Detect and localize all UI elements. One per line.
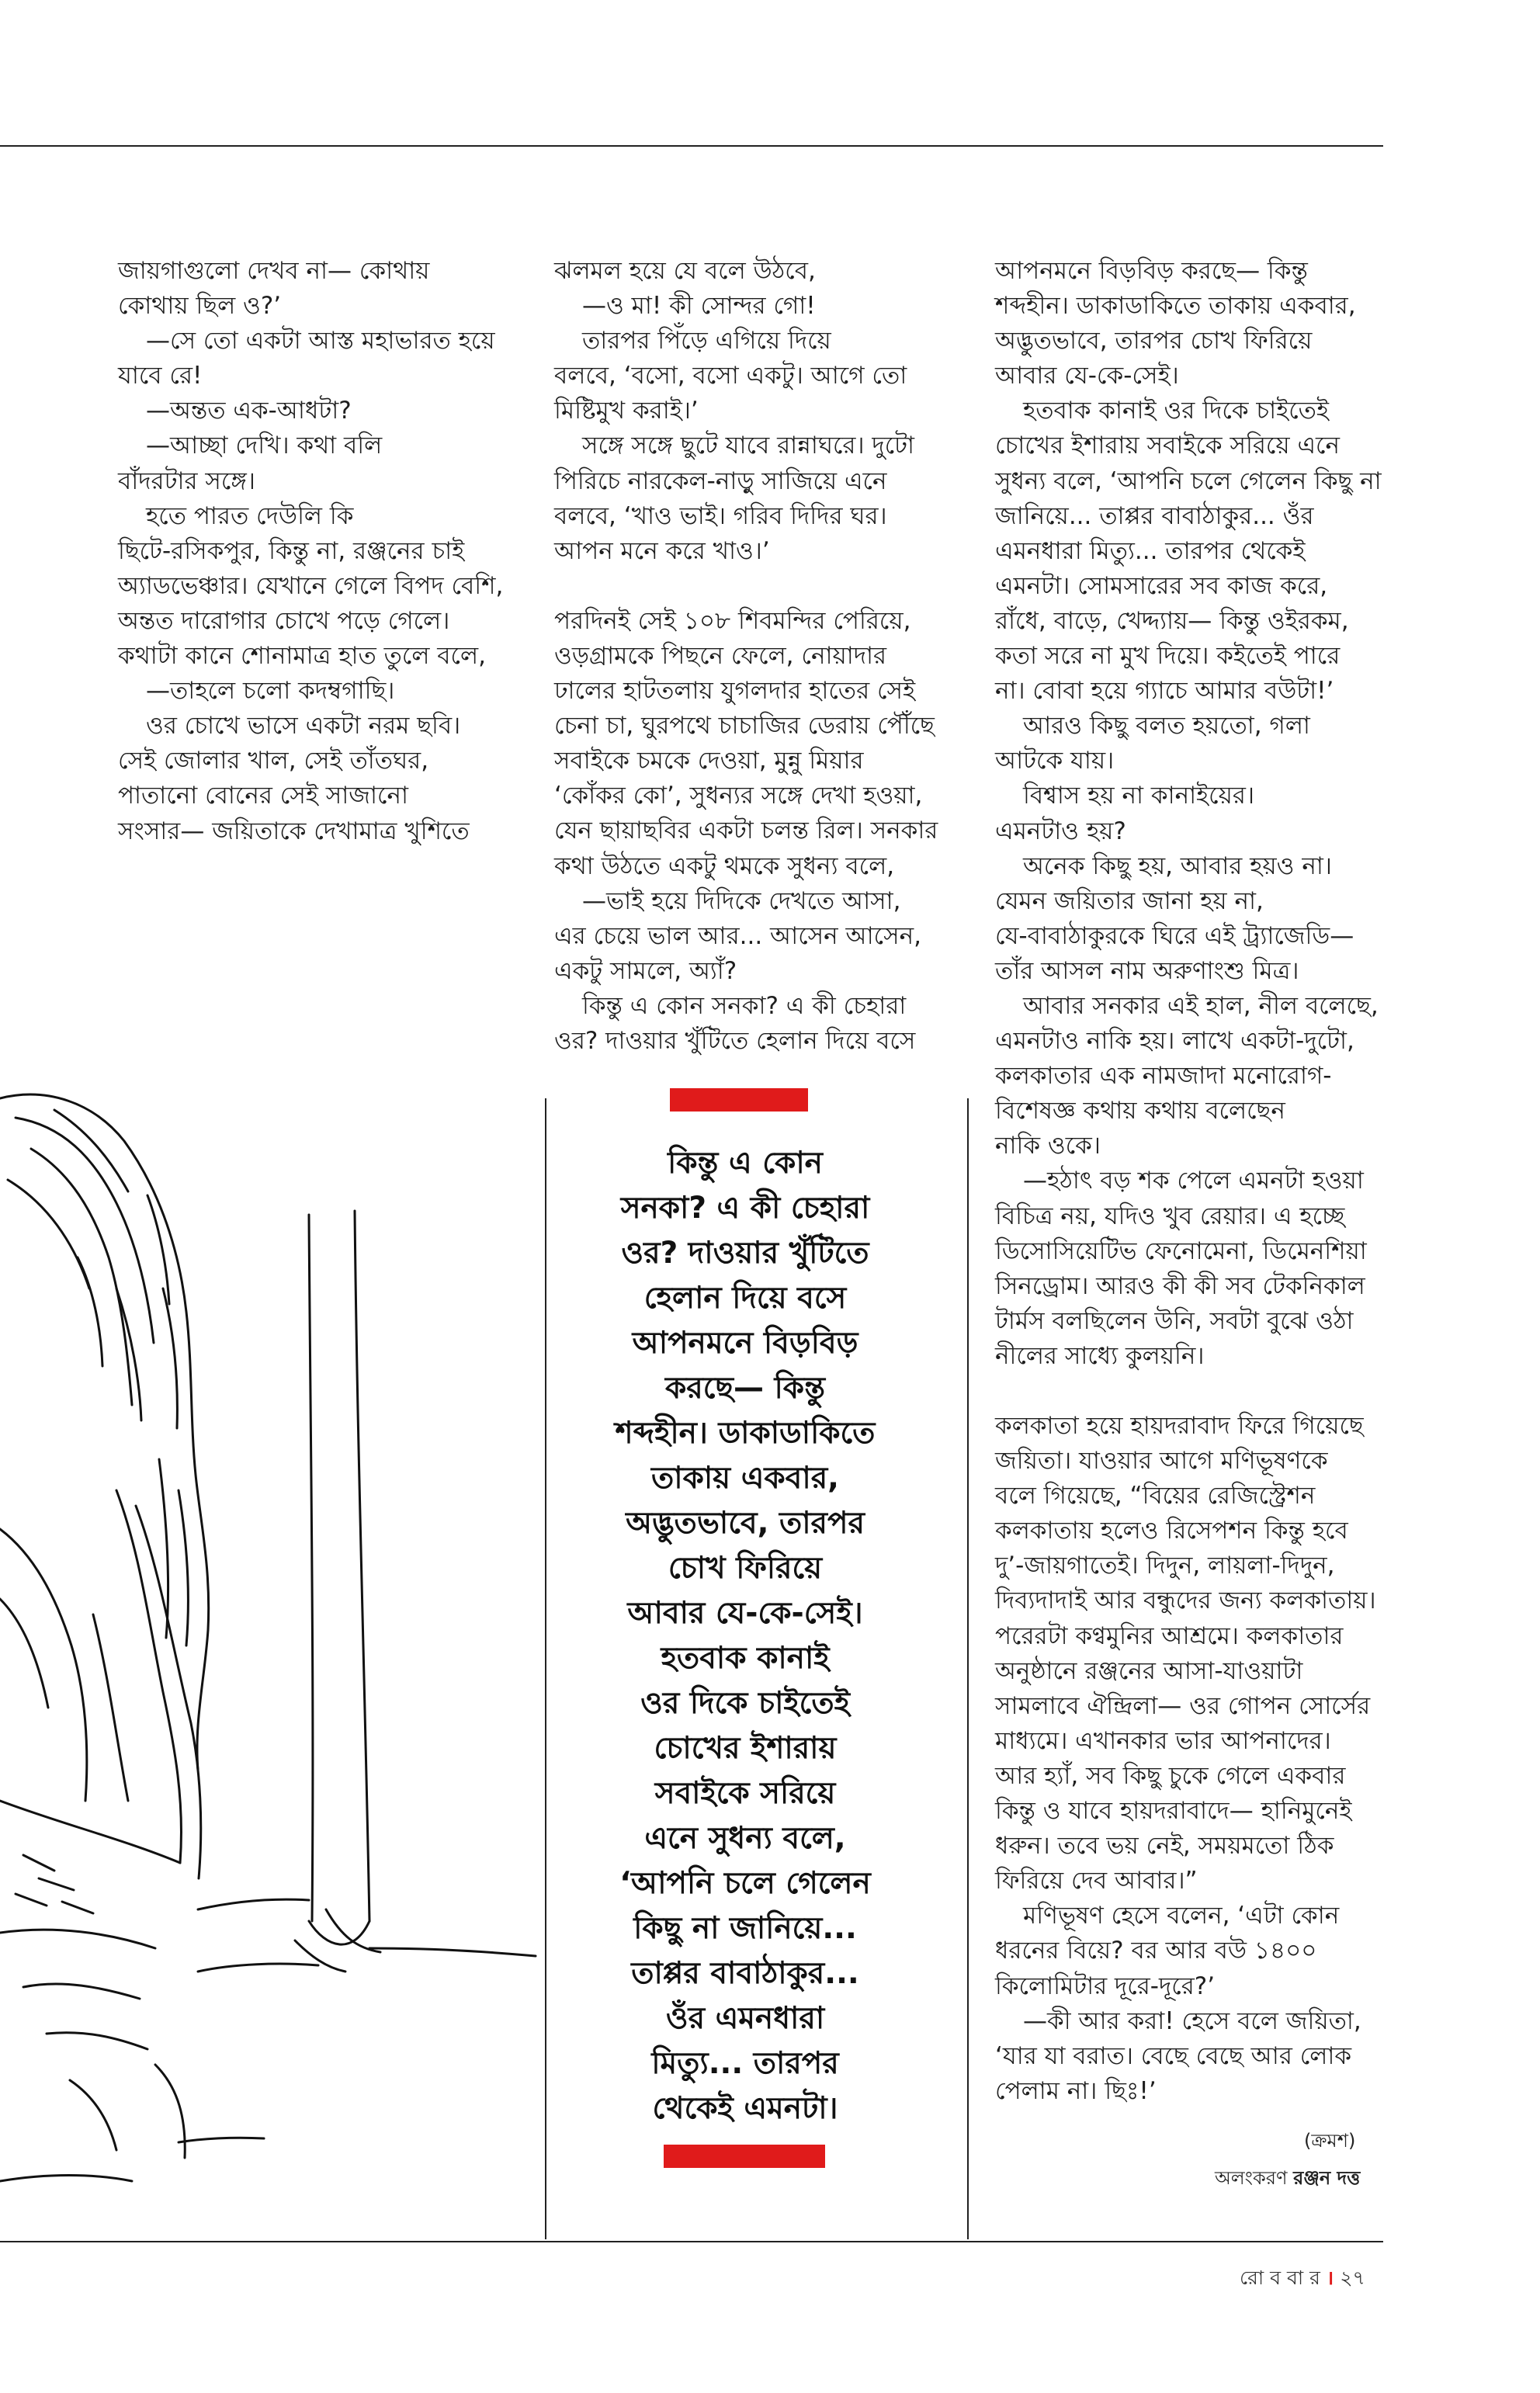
pull-quote-line: কিন্তু এ কোন	[668, 1146, 823, 1181]
text-line: জানিয়ে... তাপ্পর বাবাঠাকুর... ওঁর	[995, 501, 1314, 530]
text-line: নীলের সাধ্যে কুলয়নি।	[995, 1341, 1205, 1370]
text-line: চোখের ইশারায় সবাইকে সরিয়ে এনে	[995, 432, 1340, 460]
text-line: নাকি ওকে।	[995, 1132, 1101, 1160]
pull-quote-line: আপনমনে বিড়বিড়	[632, 1326, 858, 1361]
text-line: ‘কোঁকর কো’, সুধন্যর সঙ্গে দেখা হওয়া,	[554, 782, 923, 810]
pull-quote-line: হেলান দিয়ে বসে	[643, 1281, 847, 1316]
pull-quote-line: চোখের ইশারায়	[654, 1731, 837, 1766]
text-line: —ভাই হয়ে দিদিকে দেখতে আসা,	[582, 886, 901, 915]
text-line: ঢালের হাটতলায় যুগলদার হাতের সেই	[554, 677, 916, 706]
text-line: আবার যে-কে-সেই।	[995, 362, 1179, 390]
text-line: ওর? দাওয়ার খুঁটিতে হেলান দিয়ে বসে	[554, 1026, 916, 1055]
text-line: ওর চোখে ভাসে একটা নরম ছবি।	[146, 712, 461, 740]
credit-label: অলংকরণ	[1215, 2167, 1288, 2189]
pullquote-bottom-bar	[664, 2145, 825, 2168]
text-line: পিরিচে নারকেল-নাড়ু সাজিয়ে এনে	[554, 466, 887, 495]
text-line: যে-বাবাঠাকুরকে ঘিরে এই ট্র্যাজেডি—	[995, 921, 1354, 950]
pull-quote-line: সনকা? এ কী চেহারা	[620, 1191, 870, 1226]
pull-quote-line: শব্দহীন। ডাকাডাকিতে	[615, 1416, 876, 1451]
text-line: অনেক কিছু হয়, আবার হয়ও না।	[1023, 851, 1332, 880]
text-line: ধরনের বিয়ে? বর আর বউ ১৪০০	[995, 1937, 1317, 1965]
text-line: এমনটাও হয়?	[995, 817, 1126, 845]
pull-quote-line: ওর? দাওয়ার খুঁটিতে	[621, 1236, 869, 1271]
text-line: যাবে রে!	[118, 362, 203, 390]
text-line: সঙ্গে সঙ্গে ছুটে যাবে রান্নাঘরে। দুটো	[582, 432, 915, 460]
text-line: সংসার— জয়িতাকে দেখামাত্র খুশিতে	[118, 817, 470, 845]
text-line: কলকাতায় হলেও রিসেপশন কিন্তু হবে	[995, 1517, 1348, 1545]
text-line: বলবে, ‘বসো, বসো একটু। আগে তো	[554, 362, 907, 390]
pullquote-top-bar	[670, 1088, 808, 1112]
text-line: অনুষ্ঠানে রঞ্জনের আসা-যাওয়াটা	[995, 1656, 1303, 1685]
pull-quote-line: করছে— কিন্তু	[665, 1371, 825, 1406]
folio	[1240, 2263, 1365, 2296]
text-line: সিনড্রোম। আরও কী কী সব টেকনিকাল	[995, 1271, 1365, 1300]
text-line: একটু সামলে, অ্যাঁ?	[554, 956, 737, 985]
text-line: ‘যার যা বরাত। বেছে বেছে আর লোক	[995, 2041, 1352, 2070]
text-line: হতে পারত দেউলি কি	[146, 501, 354, 530]
text-line: অ্যাডভেঞ্চার। যেখানে গেলে বিপদ বেশি,	[118, 571, 504, 600]
illustration-credit	[1215, 2164, 1360, 2195]
pull-quote-line: ওর দিকে চাইতেই	[640, 1686, 850, 1721]
column-divider-2	[967, 1098, 969, 2239]
text-column-3	[995, 254, 1399, 2109]
text-line: পরেরটা কণ্বমুনির আশ্রমে। কলকাতার	[995, 1621, 1344, 1650]
text-line: জয়িতা। যাওয়ার আগে মণিভূষণকে	[995, 1447, 1328, 1476]
text-line: —হঠাৎ বড় শক পেলে এমনটা হওয়া	[1023, 1167, 1364, 1195]
text-line: বলবে, ‘খাও ভাই। গরিব দিদির ঘর।	[554, 501, 887, 530]
text-line: বাঁদরটার সঙ্গে।	[118, 466, 255, 495]
folio-page-number: ২৭	[1340, 2266, 1365, 2289]
text-line: কিন্তু এ কোন সনকা? এ কী চেহারা	[582, 991, 907, 1020]
pull-quote-line: হতবাক কানাই	[661, 1641, 830, 1676]
text-line: দিব্যদাদাই আর বন্ধুদের জন্য কলকাতায়।	[995, 1587, 1376, 1615]
text-line: বিচিত্র নয়, যদিও খুব রেয়ার। এ হচ্ছে	[995, 1202, 1345, 1230]
text-line: —আচ্ছা দেখি। কথা বলি	[146, 432, 383, 460]
text-line: কিন্তু ও যাবে হায়দরাবাদে— হানিমুনেই	[995, 1797, 1352, 1826]
text-line: পাতানো বোনের সেই সাজানো	[118, 782, 408, 810]
pull-quote-line: মিত্যু... তারপর	[651, 2046, 839, 2081]
folio-separator: ।	[1326, 2266, 1334, 2289]
pull-quote-line: চোখ ফিরিয়ে	[668, 1551, 823, 1586]
text-line: এর চেয়ে ভাল আর... আসেন আসেন,	[554, 921, 921, 950]
text-line: বলে গিয়েছে, “বিয়ের রেজিস্ট্রেশন	[995, 1482, 1316, 1510]
text-line: ওড়গ্রামকে পিছনে ফেলে, নোয়াদার	[554, 641, 887, 670]
text-line: না। বোবা হয়ে গ্যাচে আমার বউটা!’	[995, 677, 1334, 706]
text-line: —ও মা! কী সোন্দর গো!	[582, 292, 816, 321]
illustration	[0, 1056, 543, 2243]
pull-quote	[555, 1141, 935, 2131]
text-line: দু’-জায়গাতেই। দিদুন, লায়লা-দিদুন,	[995, 1552, 1335, 1580]
paragraph-break	[995, 1374, 1399, 1409]
text-line: ছিটে-রসিকপুর, কিন্তু না, রঞ্জনের চাই	[118, 536, 465, 565]
text-line: শব্দহীন। ডাকাডাকিতে তাকায় একবার,	[995, 292, 1356, 321]
text-line: মণিভূষণ হেসে বলেন, ‘এটা কোন	[1023, 1902, 1340, 1930]
text-line: সুধন্য বলে, ‘আপনি চলে গেলেন কিছু না	[995, 466, 1382, 495]
text-line: মাধ্যমে। এখানকার ভার আপনাদের।	[995, 1726, 1331, 1755]
text-line: এমনটাও নাকি হয়। লাখে একটা-দুটো,	[995, 1027, 1354, 1056]
text-column-1	[118, 254, 522, 849]
text-line: আপনমনে বিড়বিড় করছে— কিন্তু	[995, 257, 1308, 285]
text-line: টার্মস বলছিলেন উনি, সবটা বুঝে ওঠা	[995, 1306, 1354, 1335]
continued-label: (ক্রমশ)	[1304, 2130, 1356, 2152]
text-line: কলকাতা হয়ে হায়দরাবাদ ফিরে গিয়েছে	[995, 1412, 1364, 1440]
text-line: চেনা চা, ঘুরপথে চাচাজির ডেরায় পৌঁছে	[554, 712, 935, 740]
text-line: আরও কিছু বলত হয়তো, গলা	[1023, 712, 1310, 740]
text-line: —তাহলে চলো কদম্বগাছি।	[146, 677, 395, 706]
text-line: বিশ্বাস হয় না কানাইয়ের।	[1023, 782, 1255, 810]
text-line: অদ্ভুতভাবে, তারপর চোখ ফিরিয়ে	[995, 327, 1313, 355]
text-line: সবাইকে চমকে দেওয়া, মুন্নু মিয়ার	[554, 747, 864, 775]
credit-name: রঞ্জন দত্ত	[1293, 2167, 1361, 2189]
pull-quote-line: তাপ্পর বাবাঠাকুর...	[631, 1956, 859, 1991]
text-line: হতবাক কানাই ওর দিকে চাইতেই	[1023, 397, 1330, 425]
pull-quote-line: কিছু না জানিয়ে...	[633, 1911, 857, 1946]
text-line: আর হ্যাঁ, সব কিছু চুকে গেলে একবার	[995, 1761, 1346, 1790]
pull-quote-line: আবার যে-কে-সেই।	[627, 1596, 863, 1631]
pull-quote-line: তাকায় একবার,	[651, 1461, 839, 1496]
pull-quote-line: অদ্ভুতভাবে, তারপর	[626, 1506, 865, 1541]
text-line: আটকে যায়।	[995, 747, 1115, 775]
text-line: সামলাবে ঐন্দ্রিলা— ওর গোপন সোর্সের	[995, 1691, 1371, 1720]
text-line: —অন্তত এক-আধটা?	[146, 397, 352, 425]
column-divider-1	[545, 1098, 546, 2239]
text-line: কলকাতার এক নামজাদা মনোরোগ-	[995, 1062, 1332, 1091]
text-line: রাঁধে, বাড়ে, খেদ্দ্যায়— কিন্তু ওইরকম,	[995, 606, 1349, 635]
text-line: কিলোমিটার দূরে-দূরে?’	[995, 1972, 1216, 2000]
text-line: ঝলমল হয়ে যে বলে উঠবে,	[554, 257, 816, 285]
text-line: কতা সরে না মুখ দিয়ে। কইতেই পারে	[995, 642, 1341, 671]
text-line: বিশেষজ্ঞ কথায় কথায় বলেছেন	[995, 1097, 1285, 1125]
text-line: কথাটা কানে শোনামাত্র হাত তুলে বলে,	[118, 642, 486, 671]
text-line: পরদিনই সেই ১০৮ শিবমন্দির পেরিয়ে,	[554, 606, 911, 635]
text-line: অন্তত দারোগার চোখে পড়ে গেলে।	[118, 606, 450, 635]
text-line: জায়গাগুলো দেখব না— কোথায়	[118, 257, 430, 285]
pull-quote-line: এনে সুধন্য বলে,	[644, 1821, 846, 1856]
pull-quote-line: ওঁর এমনধারা	[665, 2001, 825, 2036]
text-line: ফিরিয়ে দেব আবার।”	[995, 1867, 1198, 1895]
text-line: কোথায় ছিল ও?’	[118, 292, 282, 321]
text-line: এমনটা। সোমসারের সব কাজ করে,	[995, 571, 1328, 600]
text-line: পেলাম না। ছিঃ!’	[995, 2076, 1157, 2105]
text-line: ধরুন। তবে ভয় নেই, সময়মতো ঠিক	[995, 1832, 1334, 1861]
text-line: —সে তো একটা আস্ত মহাভারত হয়ে	[146, 327, 495, 355]
text-line: যেমন জয়িতার জানা হয় না,	[995, 886, 1264, 915]
folio-magazine: রো ব বা র	[1240, 2266, 1320, 2289]
pull-quote-line: ‘আপনি চলে গেলেন	[619, 1866, 871, 1901]
text-line: তারপর পিঁড়ে এগিয়ে দিয়ে	[582, 327, 831, 355]
text-column-2	[554, 254, 958, 1059]
pull-quote-line: থেকেই এমনটা।	[652, 2091, 838, 2126]
text-line: তাঁর আসল নাম অরুণাংশু মিত্র।	[995, 956, 1299, 985]
text-line: ডিসোসিয়েটিভ ফেনোমেনা, ডিমেনশিয়া	[995, 1236, 1367, 1265]
text-line: সেই জোলার খাল, সেই তাঁতঘর,	[118, 747, 429, 775]
text-line: মিষ্টিমুখ করাই।’	[554, 397, 699, 425]
text-line: এমনধারা মিত্যু... তারপর থেকেই	[995, 536, 1306, 565]
text-line: কথা উঠতে একটু থমকে সুধন্য বলে,	[554, 851, 895, 880]
text-line: যেন ছায়াছবির একটা চলন্ত রিল। সনকার	[554, 817, 938, 845]
bottom-rule	[0, 2241, 1383, 2242]
text-line: —কী আর করা! হেসে বলে জয়িতা,	[1023, 2006, 1361, 2035]
top-rule	[0, 145, 1383, 147]
paragraph-break	[554, 569, 958, 604]
text-line: আপন মনে করে খাও।’	[554, 536, 770, 565]
text-line: আবার সনকার এই হাল, নীল বলেছে,	[1023, 991, 1379, 1020]
pull-quote-line: সবাইকে সরিয়ে	[654, 1776, 836, 1811]
